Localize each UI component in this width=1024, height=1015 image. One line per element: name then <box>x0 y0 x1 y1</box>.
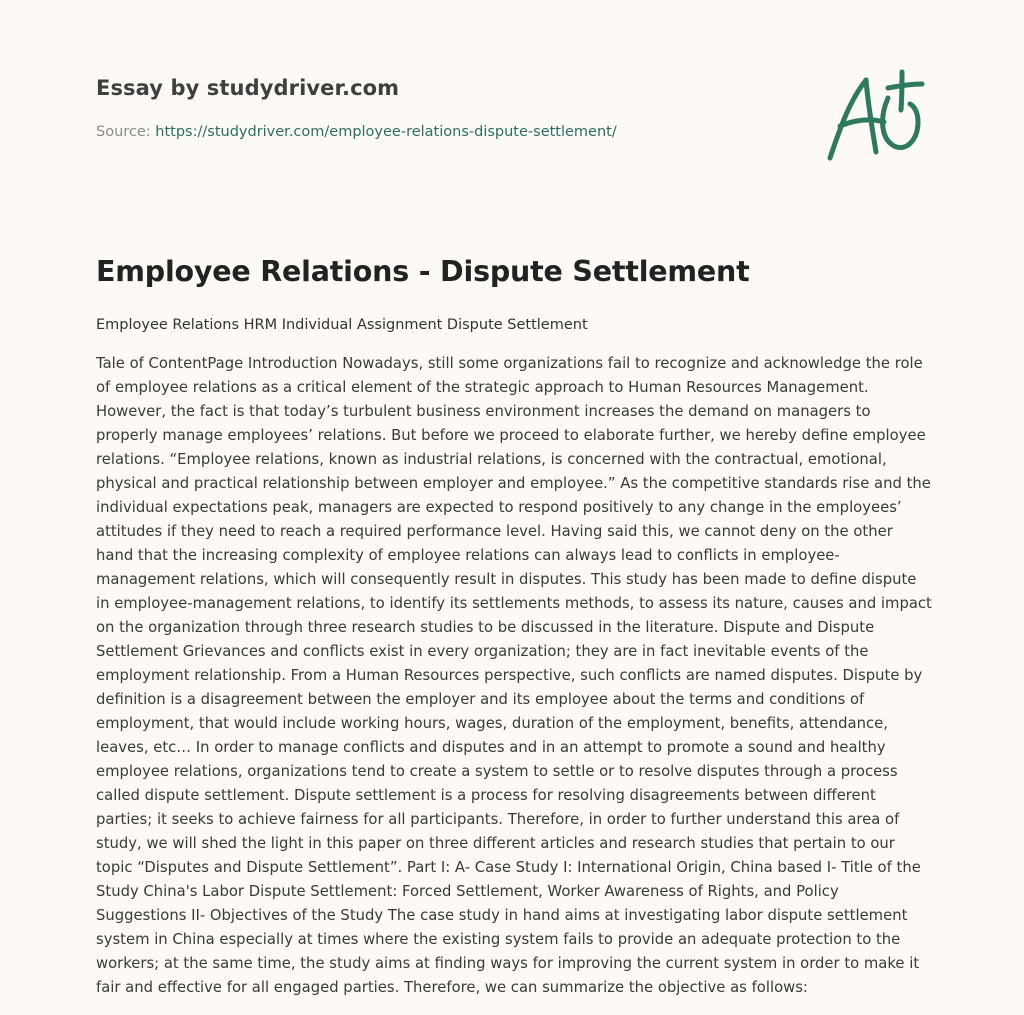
document-subtitle: Employee Relations HRM Individual Assignment Dispute Settlement <box>96 317 588 333</box>
site-header-title: Essay by studydriver.com <box>96 76 400 100</box>
a-plus-logo-graphic <box>818 66 930 166</box>
document-body: Tale of ContentPage Introduction Nowadays, still some organizations fail to recognize and acknowledge the role of employee relations as a critical element of the strategic approach to Human Resources Management. However, the fact is that today’s turbulent business environment increases the demand on managers to properly manage employees’ relations. But before we proceed to elaborate further, we hereby define employee relations. “Employee relations, known as industrial relations, is concerned with the contractual, emotional, physical and practical relationship between employer and employee.” As the competitive standards rise and the individual expectations peak, managers are expected to respond positively to any change in the employees’ attitudes if they need to reach a required performance level. Having said this, we cannot deny on the other hand that the increasing complexity of employee relations can always lead to conflicts in employee-management relations, which will consequently result in disputes. This study has been made to define dispute in employee-management relations, to identify its settlements methods, to assess its nature, causes and impact on the organization through three research studies to be discussed in the literature. Dispute and Dispute Settlement Grievances and conflicts exist in every organization; they are in fact inevitable events of the employment relationship. From a Human Resources perspective, such conflicts are named disputes. Dispute by definition is a disagreement between the employer and its employee about the terms and conditions of employment, that would include working hours, wages, duration of the employment, benefits, attendance, leaves, etc… In order to manage conflicts and disputes and in an attempt to promote a sound and healthy employee relations, organizations tend to create a system to settle or to resolve disputes through a process called dispute settlement. Dispute settlement is a process for resolving disagreements between different parties; it seeks to achieve fairness for all participants. Therefore, in order to further understand this area of study, we will shed the light in this paper on three different articles and research studies that pertain to our topic “Disputes and Dispute Settlement”. Part I: A- Case Study I: International Origin, China based I- Title of the Study China's Labor Dispute Settlement: Forced Settlement, Worker Awareness of Rights, and Policy Suggestions II- Objectives of the Study The case study in hand aims at investigating labor dispute settlement system in China especially at times where the existing system fails to provide an adequate protection to the workers; at the same time, the study aims at finding ways for improving the current system in order to make it fair and effective for all engaged parties. Therefore, we can summarize the objective as follows: <box>96 355 932 996</box>
a-plus-logo-icon <box>818 66 930 166</box>
document-title: Employee Relations - Dispute Settlement <box>96 255 750 288</box>
source-label: Source: <box>96 124 156 140</box>
source-link[interactable]: https://studydriver.com/employee-relations-dispute-settlement/ <box>155 124 617 140</box>
source-line <box>96 124 617 140</box>
